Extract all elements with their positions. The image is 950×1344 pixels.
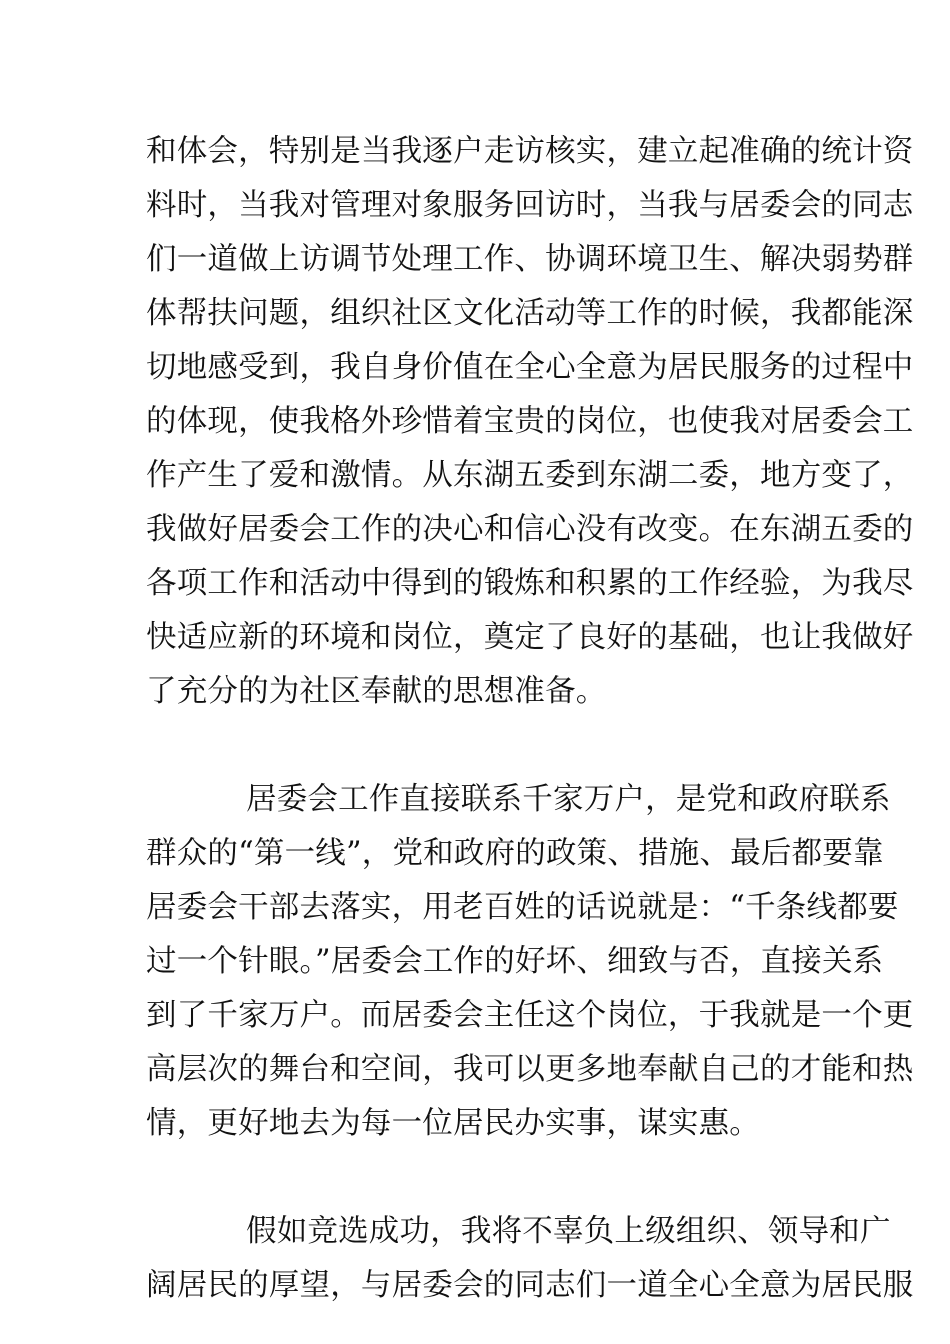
text-line: 的体现，使我格外珍惜着宝贵的岗位，也使我对居委会工 (146, 404, 914, 439)
text-line: 作产生了爱和激情。从东湖五委到东湖二委，地方变了， (146, 458, 914, 493)
text-line: 料时，当我对管理对象服务回访时，当我与居委会的同志 (146, 188, 914, 223)
text-line: 我做好居委会工作的决心和信心没有改变。在东湖五委的 (146, 512, 914, 547)
text-line: 到了千家万户。而居委会主任这个岗位，于我就是一个更 (146, 998, 914, 1033)
text-line: 群众的“第一线”，党和政府的政策、措施、最后都要靠 (146, 836, 884, 871)
text-line: 居委会工作直接联系千家万户，是党和政府联系 (246, 782, 891, 817)
text-line: 了充分的为社区奉献的思想准备。 (146, 674, 607, 709)
text-line: 和体会，特别是当我逐户走访核实，建立起准确的统计资 (146, 134, 914, 169)
text-line: 居委会干部去落实，用老百姓的话说就是：“千条线都要 (146, 890, 899, 925)
text-line: 高层次的舞台和空间，我可以更多地奉献自己的才能和热 (146, 1052, 914, 1087)
text-line: 情，更好地去为每一位居民办实事，谋实惠。 (146, 1106, 760, 1141)
text-line: 快适应新的环境和岗位，奠定了良好的基础，也让我做好 (146, 620, 914, 655)
text-line: 切地感受到，我自身价值在全心全意为居民服务的过程中 (146, 350, 914, 385)
text-line: 阔居民的厚望，与居委会的同志们一道全心全意为居民服 (146, 1268, 914, 1303)
text-line: 假如竞选成功，我将不辜负上级组织、领导和广 (246, 1214, 891, 1249)
text-line: 各项工作和活动中得到的锻炼和积累的工作经验，为我尽 (146, 566, 914, 601)
text-line: 体帮扶问题，组织社区文化活动等工作的时候，我都能深 (146, 296, 914, 331)
text-line: 过一个针眼。”居委会工作的好坏、细致与否，直接关系 (146, 944, 884, 979)
text-line: 们一道做上访调节处理工作、协调环境卫生、解决弱势群 (146, 242, 914, 277)
